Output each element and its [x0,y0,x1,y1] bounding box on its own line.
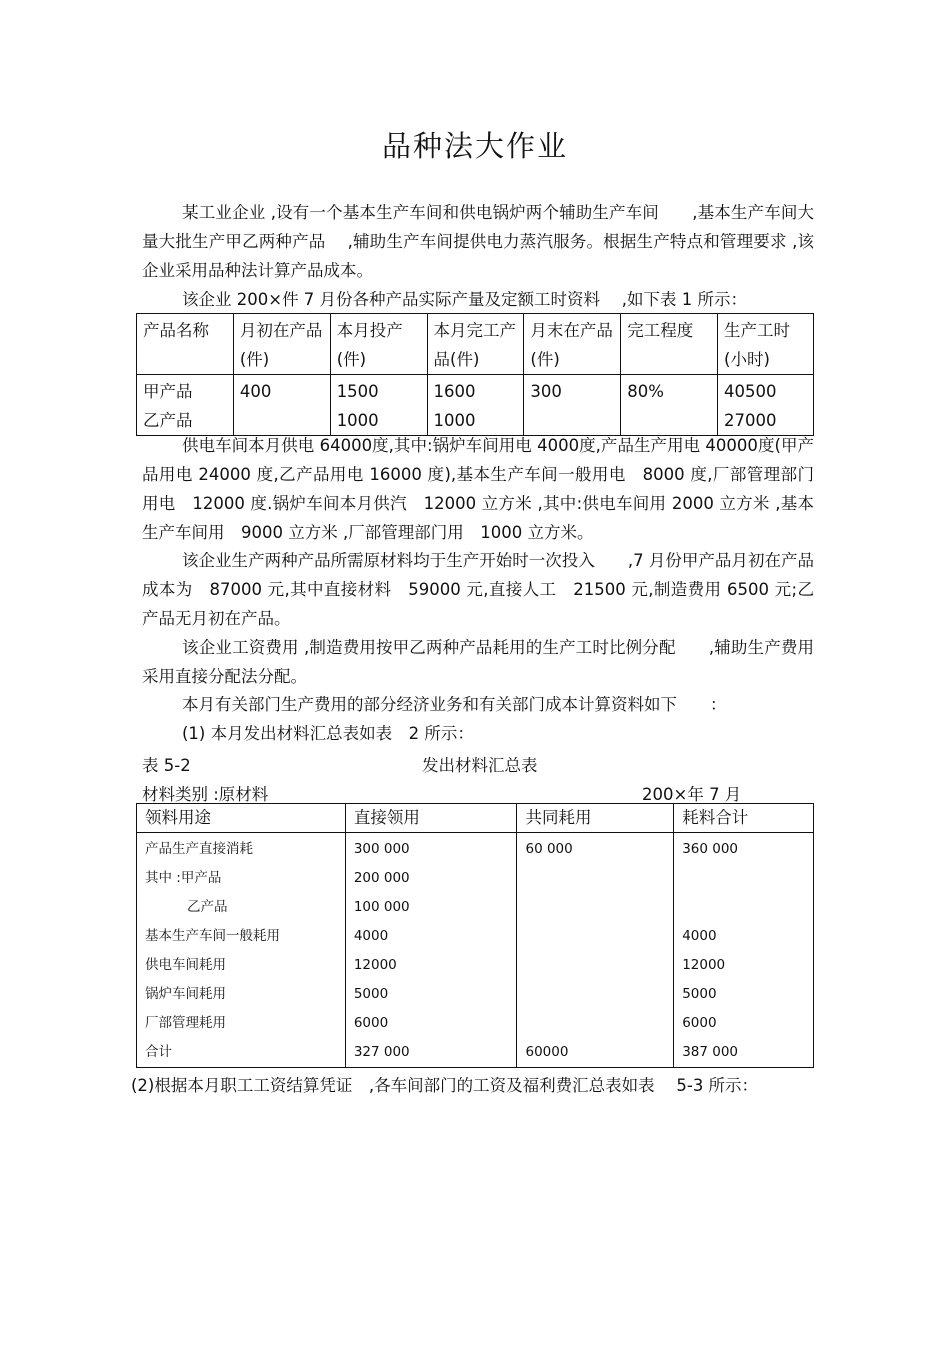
product-a-name: 甲产品 [143,382,193,401]
materials-summary-table [136,803,814,1068]
direct-value: 100 000 [353,899,410,915]
product-b-name: 乙产品 [143,411,193,430]
paragraph-business-text: 本月有关部门生产费用的部分经济业务和有关部门成本计算资料如下 ： [182,695,727,714]
table2-number: 表 5-2 [142,756,191,775]
row-label-product-b: 乙产品 [187,899,228,915]
paragraph-intro [142,198,814,285]
paragraph-table1-intro-text: 该企业 200×件 7 月份各种产品实际产量及定额工时资料 ,如下表 1 所示： [182,290,748,309]
paragraph-allocation-text: 该企业工资费用 ,制造费用按甲乙两种产品耗用的生产工时比例分配 ,辅助生产费用采用直接分配法分配。 [142,638,814,686]
direct-value: 4000 [353,928,389,944]
header-usage: 领料用途 [137,804,346,833]
table-row [137,375,814,436]
table2-date: 200×年 7 月 [642,785,742,804]
shared-value: 60 000 [525,841,573,857]
cell-completed [427,375,524,436]
row-label-workshop-general: 基本生产车间一般耗用 [145,928,280,944]
total-value: 360 000 [682,841,739,857]
table-header-row [137,804,814,833]
page-title: 品种法大作业 [381,129,568,163]
column-shared [517,833,674,1068]
paragraph-item-2: (2)根据本月职工工资结算凭证 ,各车间部门的工资及福利费汇总表如表 5-3 所示： [131,1076,759,1095]
product-b-input: 1000 [336,411,379,430]
row-label-admin: 厂部管理耗用 [145,1015,226,1031]
column-total [674,833,814,1068]
cell-opening-wip [233,375,330,436]
cell-completion-rate [621,375,718,436]
column-direct [345,833,517,1068]
table2-name: 发出材料汇总表 [422,756,538,775]
paragraph-materials-text: 该企业生产两种产品所需原材料均于生产开始时一次投入 ,7 月份甲产品月初在产品成本为 87000 元,其中直接材料 59000 元,直接人工 21500 元,制造费用 6500 元;乙产品无月初在产品。 [142,551,814,628]
row-label-total: 合计 [145,1044,172,1060]
header-labor-hours: 生产工时(小时) [718,314,814,375]
product-a-completed: 1600 [433,382,476,401]
direct-value: 6000 [353,1015,389,1031]
total-value: 5000 [682,986,717,1002]
direct-value: 12000 [353,957,397,973]
paragraph-materials [142,546,814,633]
cell-closing-wip [524,375,621,436]
header-direct: 直接领用 [345,804,517,833]
direct-value: 5000 [353,986,389,1002]
header-opening-wip: 月初在产品(件) [233,314,330,375]
direct-value: 300 000 [353,841,410,857]
cell-labor-hours [718,375,814,436]
row-label-product-a: 其中 :甲产品 [145,870,222,886]
shared-value-total: 60000 [525,1044,569,1060]
paragraph-item-1 [142,719,814,748]
column-usage [137,833,346,1068]
product-a-input: 1500 [336,382,379,401]
paragraph-power-supply [142,431,814,547]
cell-product-name [137,375,234,436]
paragraph-intro-text: 某工业企业 ,设有一个基本生产车间和供电锅炉两个辅助生产车间 ,基本生产车间大量大批生产甲乙两种产品 ,辅助生产车间提供电力蒸汽服务。根据生产特点和管理要求 ,该企业采用品种法计算产品成本。 [142,203,814,280]
product-a-labor-hours: 40500 [724,382,777,401]
header-completed: 本月完工产品(件) [427,314,524,375]
product-b-labor-hours: 27000 [724,411,777,430]
table2-category: 材料类别 :原材料 [142,785,269,804]
direct-value: 200 000 [353,870,410,886]
header-product-name: 产品名称 [137,314,234,375]
total-value: 4000 [682,928,717,944]
product-a-closing-wip: 300 [530,382,562,401]
header-closing-wip: 月末在产品(件) [524,314,621,375]
product-b-completed: 1000 [433,411,476,430]
header-shared: 共同耗用 [517,804,674,833]
total-value: 12000 [682,957,726,973]
cell-input [330,375,427,436]
row-label-power-workshop: 供电车间耗用 [145,957,226,973]
paragraph-business [142,690,814,719]
product-a-completion-rate: 80% [627,382,664,401]
paragraph-power-supply-text: 供电车间本月供电 64000度,其中:锅炉车间用电 4000度,产品生产用电 40000度(甲产品用电 24000 度,乙产品用电 16000 度),基本生产车间一般用电 8000 度,厂部管理部门用电 12000 度.锅炉车间本月供汽 12000 立方米 ,其中:供电车间用 2000 立方米 ,基本生产车间用 9000 立方米 ,厂部管理部门用 1000 立方米。 [142,436,814,542]
direct-value-total: 327 000 [353,1044,410,1060]
total-value-total: 387 000 [682,1044,739,1060]
header-total: 耗料合计 [674,804,814,833]
header-input: 本月投产(件) [330,314,427,375]
production-table [136,313,814,436]
paragraph-allocation [142,633,814,691]
row-label-direct-consumption: 产品生产直接消耗 [145,841,253,857]
header-completion-rate: 完工程度 [621,314,718,375]
row-label-boiler-workshop: 锅炉车间耗用 [145,986,226,1002]
product-a-opening-wip: 400 [239,382,272,401]
table-row [137,833,814,1068]
table-header-row [137,314,814,375]
paragraph-item-1-text: (1) 本月发出材料汇总表如表 2 所示： [182,724,474,743]
total-value: 6000 [682,1015,717,1031]
paragraph-table1-intro [142,285,814,314]
